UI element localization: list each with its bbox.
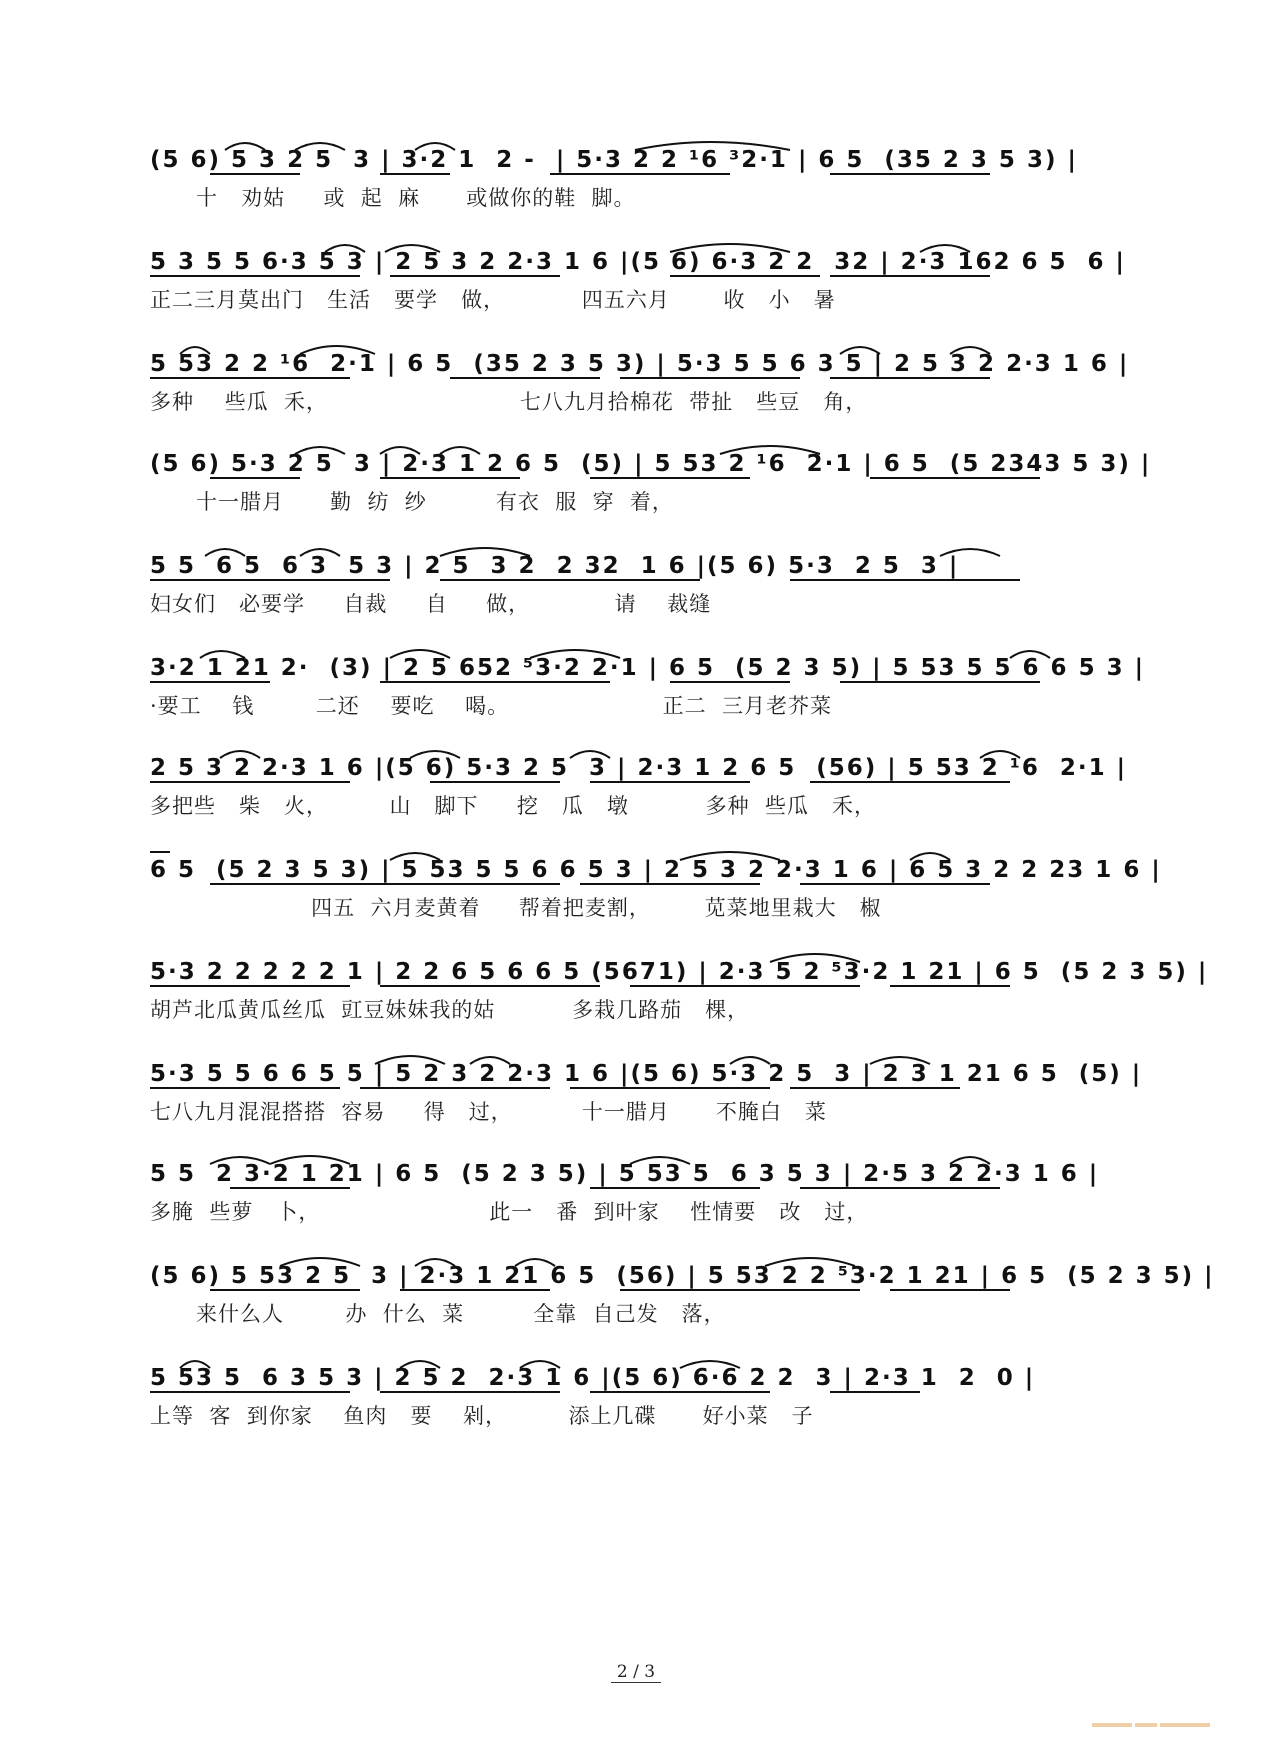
lyric-line: 七八九月混混搭搭 容易 得 过， 十一腊月 不腌白 菜 bbox=[150, 1100, 827, 1124]
lyric-line: 来什么人 办 什么 菜 全靠 自己发 落， bbox=[150, 1302, 726, 1326]
lyric-line: 十 劝姑 或 起 麻 或做你的鞋 脚。 bbox=[150, 186, 636, 210]
lyric-line: 正二三月莫出门 生活 要学 做， 四五六月 收 小 暑 bbox=[150, 288, 836, 312]
notation-line: 5 3 5 5 6·3 5 3 | 2 5 3 2 2·3 1 6 |(5 6) 6·3 2 2 32 | 2·3 162 6 5 6 | bbox=[150, 249, 1126, 275]
lyric-line: 多把些 柴 火， 山 脚下 挖 瓜 墩 多种 些瓜 禾， bbox=[150, 794, 877, 818]
score-system bbox=[150, 952, 1209, 1052]
notation-line: 2 5 3 2 2·3 1 6 |(5 6) 5·3 2 5 3 | 2·3 1 2 6 5 (56) | 5 53 2 ¹6 2·1 | bbox=[150, 755, 1127, 781]
lyric-line: 四五 六月麦黄着 帮着把麦割， 苋菜地里栽大 椒 bbox=[150, 896, 882, 920]
watermark bbox=[1092, 1712, 1242, 1720]
notation-line: (5 6) 5 53 2 5 3 | 2·3 1 21 6 5 (56) | 5 53 2 2 ⁵3·2 1 21 | 6 5 (5 2 3 5) | bbox=[150, 1263, 1215, 1289]
notation-line: 5 53 2 2 ¹6 2·1 | 6 5 (35 2 3 5 3) | 5·3 5 5 6 3 5 | 2 5 3 2 2·3 1 6 | bbox=[150, 351, 1130, 377]
score-system bbox=[150, 1256, 1215, 1356]
lyric-line: 多种 些瓜 禾， 七八九月拾棉花 带扯 些豆 角， bbox=[150, 390, 868, 414]
lyric-line: 上等 客 到你家 鱼肉 要 剁， 添上几碟 好小菜 子 bbox=[150, 1404, 814, 1428]
lyric-line: 多腌 些萝 卜， 此一 番 到叶家 性情要 改 过， bbox=[150, 1200, 869, 1224]
score-system bbox=[150, 1054, 1143, 1154]
notation-line: 6 5 (5 2 3 5 3) | 5 53 5 5 6 6 5 3 | 2 5 3 2 2·3 1 6 | 6 5 3 2 2 23 1 6 | bbox=[150, 857, 1162, 883]
score-system bbox=[150, 546, 1130, 646]
score-system bbox=[150, 1358, 1130, 1458]
notation-line: 5·3 5 5 6 6 5 5 | 5 2 3 2 2·3 1 6 |(5 6) 5·3 2 5 3 | 2 3 1 21 6 5 (5) | bbox=[150, 1061, 1143, 1087]
lyric-line: 妇女们 必要学 自裁 自 做， 请 裁缝 bbox=[150, 592, 712, 616]
score-system bbox=[150, 850, 1162, 950]
notation-line: 5 53 5 6 3 5 3 | 2 5 2 2·3 1 6 |(5 6) 6·6 2 2 3 | 2·3 1 2 0 | bbox=[150, 1365, 1036, 1391]
lyric-line: 十一腊月 勤 纺 纱 有衣 服 穿 着， bbox=[150, 490, 674, 514]
notation-line: 3·2 1 21 2· (3) | 2 5 652 ⁵3·2 2·1 | 6 5 (5 2 3 5) | 5 53 5 5 6 6 5 3 | bbox=[150, 655, 1145, 681]
page-number: 2 / 3 bbox=[611, 1662, 661, 1683]
score-system bbox=[150, 648, 1145, 748]
notation-line: (5 6) 5·3 2 5 3 | 2·3 1 2 6 5 (5) | 5 53 2 ¹6 2·1 | 6 5 (5 2343 5 3) | bbox=[150, 451, 1152, 477]
lyric-line: 胡芦北瓜黄瓜丝瓜 豇豆妹妹我的姑 多栽几路茄 棵， bbox=[150, 998, 750, 1022]
notation-line: 5·3 2 2 2 2 2 1 | 2 2 6 5 6 6 5 (5671) | 2·3 5 2 ⁵3·2 1 21 | 6 5 (5 2 3 5) | bbox=[150, 959, 1209, 985]
score-system bbox=[150, 444, 1152, 544]
notation-line: 5 5 2 3·2 1 21 | 6 5 (5 2 3 5) | 5 53 5 6 3 5 3 | 2·5 3 2 2·3 1 6 | bbox=[150, 1161, 1100, 1187]
score-system bbox=[150, 344, 1130, 444]
page-footer bbox=[0, 1662, 1272, 1682]
notation-line: (5 6) 5 3 2 5 3 | 3·2 1 2 - | 5·3 2 2 ¹6 ³2·1 | 6 5 (35 2 3 5 3) | bbox=[150, 147, 1078, 173]
score-system bbox=[150, 1154, 1130, 1254]
lyric-line: ·要工 钱 二还 要吃 喝。 正二 三月老芥菜 bbox=[150, 694, 833, 718]
score-system bbox=[150, 748, 1130, 848]
notation-line: 5 5 6 5 6 3 5 3 | 2 5 3 2 2 32 1 6 |(5 6) 5·3 2 5 3 | bbox=[150, 553, 960, 579]
score-system bbox=[150, 140, 1130, 240]
score-system bbox=[150, 242, 1130, 342]
